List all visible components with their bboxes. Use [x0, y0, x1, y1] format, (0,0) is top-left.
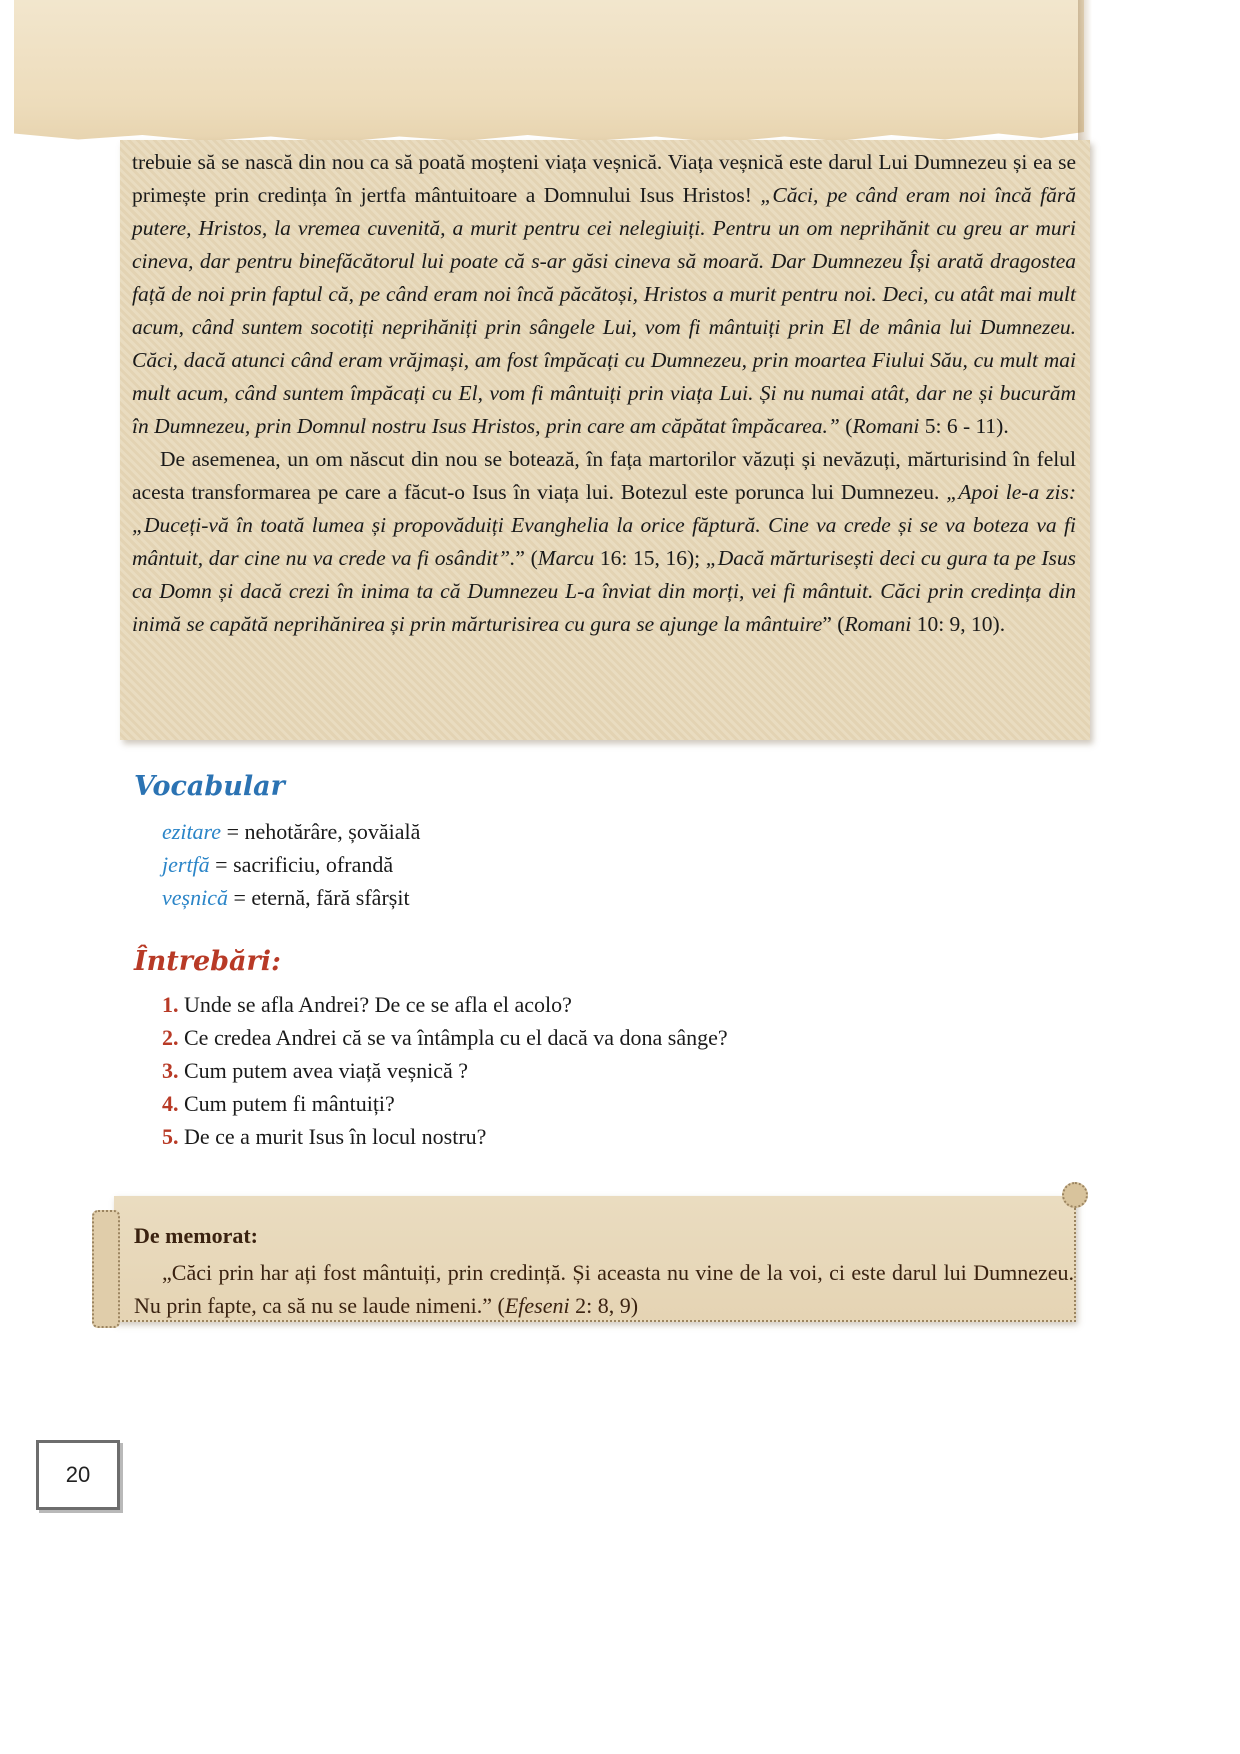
vocabulary-definition: = nehotărâre, șovăială	[221, 819, 421, 844]
question-number: 5.	[162, 1124, 179, 1149]
vocabulary-definition: = eternă, fără sfârșit	[227, 885, 410, 910]
question-number: 3.	[162, 1058, 179, 1083]
top-paper-decoration	[14, 0, 1084, 150]
question-text: Unde se afla Andrei? De ce se afla el acolo?	[178, 992, 572, 1017]
reference-verses: 10: 9, 10).	[911, 612, 1006, 636]
reference-book: Romani	[852, 414, 920, 438]
reading-paragraph-1	[132, 146, 1076, 443]
vocabulary-list	[162, 815, 420, 914]
bible-quote: „Căci, pe când eram noi încă fără putere, Hristos, la vremea cuvenită, a murit pentru cei nelegiuiți. Pentru un om neprihănit cu greu ar muri cineva, dar pentru binefăcătorul lui poate că s-ar găsi cineva să moară. Dar Dumnezeu Își arată dragostea față de noi prin faptul că, pe când eram noi încă păcătoși, Hristos a murit pentru noi. Deci, cu atât mai mult acum, când suntem socotiți neprihăniți prin sângele Lui, vom fi mântuiți prin El de mânia lui Dumnezeu. Căci, dacă atunci când eram vrăjmași, am fost împăcați cu Dumnezeu, prin moartea Fiului Său, cu mult mai mult acum, când suntem împăcați cu El, vom fi mântuiți prin viața Lui. Și nu numai atât, dar ne și bucurăm în Dumnezeu, prin Domnul nostru Isus Hristos, prin care am căpătat împăcarea.”	[132, 183, 1076, 438]
vocabulary-term: ezitare	[162, 819, 222, 844]
questions-title: Întrebări:	[134, 946, 281, 977]
reading-text	[132, 146, 1076, 641]
question-item	[162, 1087, 728, 1120]
reference-book: Romani	[844, 612, 912, 636]
question-text: Cum putem avea viață veșnică ?	[178, 1058, 469, 1083]
vocabulary-item	[162, 848, 420, 881]
question-text: Cum putem fi mântuiți?	[178, 1091, 395, 1116]
reference-book: Marcu	[537, 546, 595, 570]
vocabulary-definition: = sacrificiu, ofrandă	[209, 852, 394, 877]
questions-list	[162, 988, 728, 1153]
top-paper-shadow	[1078, 0, 1092, 150]
paragraph-text: trebuie să se nască din nou ca să poată moșteni viața veșnică. Viața veșnică este darul Lui Dumnezeu și ea se primește prin credința în jertfa mântuitoare a Domnului Isus Hristos!	[132, 150, 1076, 207]
question-item	[162, 988, 728, 1021]
scroll-left-roll	[92, 1210, 120, 1328]
page-number: 20	[36, 1440, 120, 1510]
reference-verses: 2: 8, 9)	[569, 1293, 639, 1318]
memory-verse	[134, 1256, 1074, 1322]
reference-open: (	[839, 414, 853, 438]
vocabulary-title: Vocabular	[134, 771, 285, 802]
question-number: 4.	[162, 1091, 179, 1116]
scroll-curl-icon	[1062, 1182, 1088, 1208]
memory-verse-text: „Căci prin har ați fost mântuiți, prin credință. Și aceasta nu vine de la voi, ci este darul lui Dumnezeu. Nu prin fapte, ca să nu se laude nimeni.”	[134, 1260, 1074, 1318]
question-item	[162, 1021, 728, 1054]
memory-title: De memorat:	[134, 1223, 258, 1248]
question-text: Ce credea Andrei că se va întâmpla cu el dacă va dona sânge?	[178, 1025, 728, 1050]
vocabulary-term: jertfă	[162, 852, 210, 877]
reference-open: (	[491, 1293, 505, 1318]
question-number: 2.	[162, 1025, 179, 1050]
bible-quote: „Apoi le-a zis: „Duceți-vă în toată lumea și propovăduiți Evanghelia la orice făptură. Cine va crede și se va boteza va fi mântuit, dar cine nu va crede va fi osândit”.	[132, 480, 1076, 570]
vocabulary-item	[162, 881, 420, 914]
question-text: De ce a murit Isus în locul nostru?	[178, 1124, 487, 1149]
question-number: 1.	[162, 992, 179, 1017]
reading-paragraph-2	[132, 443, 1076, 641]
vocabulary-term: veșnică	[162, 885, 228, 910]
bible-quote: „Dacă mărturisești deci cu gura ta pe Isus ca Domn și dacă crezi în inima ta că Dumnezeu L-a înviat din morți, vei fi mântuit. Căci prin credința din inimă se capătă neprihănirea și prin mărturisirea cu gura se ajunge la mântuire	[132, 546, 1077, 636]
paragraph-text: De asemenea, un om născut din nou se botează, în fața martorilor văzuți și nevăzuți, mărturisind în felul acesta transformarea pe care a făcut-o Isus în viața lui. Botezul este porunca lui Dumnezeu.	[132, 447, 1076, 504]
question-item	[162, 1054, 728, 1087]
reference-open: ” (	[822, 612, 845, 636]
reference-open: ” (	[515, 546, 538, 570]
reference-book: Efeseni	[504, 1293, 570, 1318]
reference-verses: 5: 6 - 11).	[919, 414, 1009, 438]
reference-verses: 16: 15, 16);	[594, 546, 706, 570]
question-item	[162, 1120, 728, 1153]
vocabulary-item	[162, 815, 420, 848]
